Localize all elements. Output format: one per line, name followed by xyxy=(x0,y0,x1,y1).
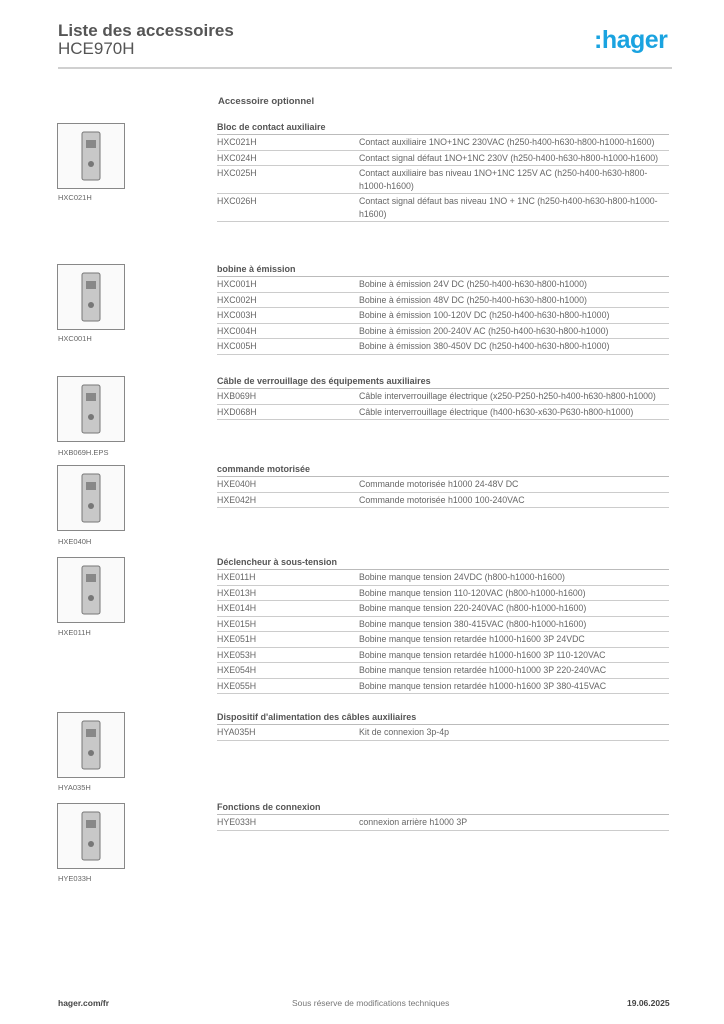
product-ref: HXC005H xyxy=(217,341,257,351)
image-caption: HXE011H xyxy=(58,628,91,637)
product-description: Bobine à émission 100-120V DC (h250-h400-h630-h800-h1000) xyxy=(359,310,610,320)
image-caption: HYA035H xyxy=(58,783,91,792)
table-row xyxy=(217,493,669,509)
product-description: Bobine manque tension 380-415VAC (h800-h1000-h1600) xyxy=(359,618,587,629)
table-row xyxy=(217,324,669,340)
product-description: Câble interverrouillage électrique (h400-h630-x630-P630-h800-h1000) xyxy=(359,406,634,417)
table-row xyxy=(217,308,669,324)
product-description: Bobine à émission 24V DC (h250-h400-h630-h800-h1000) xyxy=(359,279,587,289)
table-row xyxy=(217,648,669,664)
product-description: Commande motorisée h1000 100-240VAC xyxy=(359,494,525,505)
table-row xyxy=(217,570,669,586)
product-ref: HXC001H xyxy=(217,279,257,289)
section-heading: bobine à émission xyxy=(217,264,669,277)
section-heading: Fonctions de connexion xyxy=(217,802,669,815)
table-row xyxy=(217,293,669,309)
section-heading: Câble de verrouillage des équipements auxiliaires xyxy=(217,376,669,389)
table-row xyxy=(217,586,669,602)
accessory-section xyxy=(217,264,669,355)
table-row xyxy=(217,663,669,679)
section-heading: Déclencheur à sous-tension xyxy=(217,557,669,570)
product-description: Bobine manque tension retardée h1000-h1000 3P 220-240VAC xyxy=(359,665,607,675)
product-image xyxy=(57,264,125,330)
header-divider xyxy=(58,67,672,69)
product-description: Bobine à émission 380-450V DC (h250-h400-h630-h800-h1000) xyxy=(359,341,610,351)
product-ref: HXC025H xyxy=(217,168,257,178)
table-row xyxy=(217,389,669,405)
table-row xyxy=(217,135,669,151)
footer-date: 19.06.2025 xyxy=(627,998,670,1008)
product-ref: HXE014H xyxy=(217,603,257,613)
image-caption: HXB069H.EPS xyxy=(58,448,109,457)
table-row xyxy=(217,477,669,493)
product-description: Bobine à émission 200-240V AC (h250-h400-h630-h800-h1000) xyxy=(359,325,609,336)
product-description: Contact signal défaut bas niveau 1NO + 1NC (h250-h400-h630-h800-h1000-h1600) xyxy=(359,196,658,219)
product-ref: HXC021H xyxy=(217,137,257,147)
table-row xyxy=(217,405,669,421)
product-image xyxy=(57,376,125,442)
product-description: Kit de connexion 3p-4p xyxy=(359,727,449,737)
product-description: Contact auxiliaire bas niveau 1NO+1NC 125V AC (h250-h400-h630-h800-h1000-h1600) xyxy=(359,168,648,191)
product-ref: HXC002H xyxy=(217,294,257,305)
table-row xyxy=(217,194,669,222)
product-ref: HXE055H xyxy=(217,680,257,691)
product-description: Bobine à émission 48V DC (h250-h400-h630-h800-h1000) xyxy=(359,294,587,305)
product-description: Commande motorisée h1000 24-48V DC xyxy=(359,479,519,489)
accessory-section xyxy=(217,122,669,222)
product-description: Bobine manque tension retardée h1000-h1600 3P 24VDC xyxy=(359,634,585,644)
product-ref: HXE051H xyxy=(217,634,257,644)
hager-logo: :hager xyxy=(594,26,668,54)
accessory-section xyxy=(217,712,669,741)
section-heading: commande motorisée xyxy=(217,464,669,477)
image-caption: HYE033H xyxy=(58,874,92,883)
product-ref: HYE033H xyxy=(217,817,257,827)
image-caption: HXC001H xyxy=(58,334,92,343)
product-description: Bobine manque tension retardée h1000-h1600 3P 380-415VAC xyxy=(359,680,607,691)
product-description: Bobine manque tension retardée h1000-h1600 3P 110-120VAC xyxy=(359,649,606,660)
product-ref: HXE013H xyxy=(217,587,257,598)
accessory-section xyxy=(217,802,669,831)
accessory-section xyxy=(217,557,669,694)
footer-website[interactable]: hager.com/fr xyxy=(58,998,110,1008)
product-ref: HXC024H xyxy=(217,152,257,163)
product-image xyxy=(57,465,125,531)
table-row xyxy=(217,339,669,355)
product-description: Bobine manque tension 110-120VAC (h800-h1000-h1600) xyxy=(359,587,586,598)
product-image xyxy=(57,803,125,869)
product-ref: HXD068H xyxy=(217,406,257,417)
product-ref: HXE015H xyxy=(217,618,257,629)
table-row xyxy=(217,679,669,695)
product-description: Câble interverrouillage électrique (x250-P250-h250-h400-h630-h800-h1000) xyxy=(359,391,656,401)
product-reference: HCE970H xyxy=(58,39,135,58)
table-row xyxy=(217,815,669,831)
table-row xyxy=(217,601,669,617)
section-heading: Dispositif d'alimentation des câbles auxiliaires xyxy=(217,712,669,725)
footer-disclaimer: Sous réserve de modifications techniques xyxy=(292,998,450,1008)
product-image xyxy=(57,712,125,778)
table-row xyxy=(217,617,669,633)
product-ref: HXB069H xyxy=(217,391,257,401)
product-ref: HXE054H xyxy=(217,665,257,675)
accessory-section xyxy=(217,376,669,420)
product-ref: HXE011H xyxy=(217,572,256,582)
product-description: connexion arrière h1000 3P xyxy=(359,817,468,827)
product-ref: HXE042H xyxy=(217,494,257,505)
image-caption: HXC021H xyxy=(58,193,92,202)
product-ref: HXC026H xyxy=(217,196,257,206)
product-description: Contact signal défaut 1NO+1NC 230V (h250-h400-h630-h800-h1000-h1600) xyxy=(359,152,659,163)
product-ref: HYA035H xyxy=(217,727,256,737)
accessory-section xyxy=(217,464,669,508)
product-ref: HXE053H xyxy=(217,649,257,660)
table-row xyxy=(217,725,669,741)
product-ref: HXC004H xyxy=(217,325,257,336)
table-row xyxy=(217,632,669,648)
product-ref: HXE040H xyxy=(217,479,257,489)
product-ref: HXC003H xyxy=(217,310,257,320)
product-description: Bobine manque tension 220-240VAC (h800-h1000-h1600) xyxy=(359,603,587,613)
table-row xyxy=(217,151,669,167)
page-title: Liste des accessoires xyxy=(58,21,234,40)
optional-accessory-label: Accessoire optionnel xyxy=(218,96,315,107)
table-row xyxy=(217,166,669,194)
product-description: Contact auxiliaire 1NO+1NC 230VAC (h250-h400-h630-h800-h1000-h1600) xyxy=(359,137,655,147)
product-description: Bobine manque tension 24VDC (h800-h1000-h1600) xyxy=(359,572,565,582)
section-heading: Bloc de contact auxiliaire xyxy=(217,122,669,135)
product-image xyxy=(57,557,125,623)
image-caption: HXE040H xyxy=(58,537,92,546)
product-image xyxy=(57,123,125,189)
table-row xyxy=(217,277,669,293)
